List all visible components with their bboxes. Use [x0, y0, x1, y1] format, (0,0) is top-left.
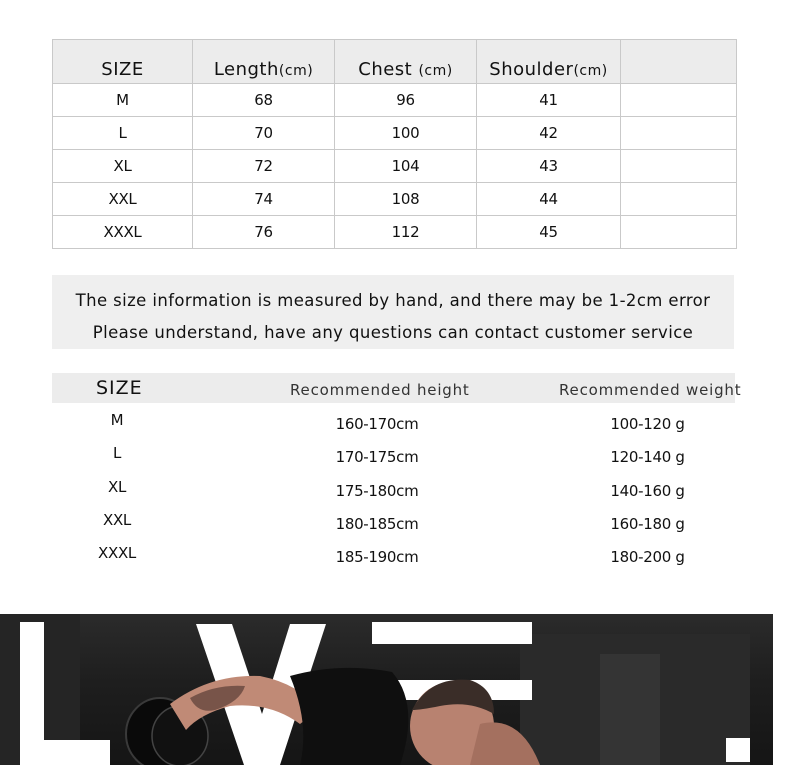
rec-header-height: Recommended height [290, 381, 470, 399]
shirt-shape [290, 668, 408, 765]
cell-shoulder: 44 [477, 183, 621, 216]
letter-e-bar-top [372, 622, 532, 644]
rec-weight: 140-160 g [610, 482, 685, 500]
cell-chest: 108 [335, 183, 477, 216]
cell-size: XL [53, 150, 193, 183]
cell-shoulder: 45 [477, 216, 621, 249]
recommendation-row [52, 511, 735, 541]
size-chart-header-row [53, 40, 737, 84]
rec-header-weight: Recommended weight [559, 381, 742, 399]
cell-blank [621, 150, 737, 183]
header-shoulder: Shoulder(cm) [477, 40, 621, 84]
banner-artwork [0, 614, 773, 765]
cell-chest: 96 [335, 84, 477, 117]
cell-size: XXXL [53, 216, 193, 249]
rec-weight: 180-200 g [610, 548, 685, 566]
cell-size: M [53, 84, 193, 117]
cell-blank [621, 183, 737, 216]
rec-size: XXXL [98, 544, 136, 562]
cell-length: 72 [193, 150, 335, 183]
cell-size: L [53, 117, 193, 150]
cell-shoulder: 42 [477, 117, 621, 150]
table-row [53, 150, 737, 183]
header-length: Length(cm) [193, 40, 335, 84]
recommendation-row [52, 544, 735, 574]
cell-shoulder: 41 [477, 84, 621, 117]
header-blank [621, 40, 737, 84]
cell-chest: 100 [335, 117, 477, 150]
banner-backdrop-shape [600, 654, 660, 765]
rec-height: 185-190cm [335, 548, 419, 566]
recommendation-row [52, 444, 735, 474]
measurement-notice [52, 275, 734, 349]
notice-line-1: The size information is measured by hand, and there may be 1-2cm error [75, 291, 711, 310]
recommendation-row [52, 411, 735, 441]
rec-weight: 160-180 g [610, 515, 685, 533]
cell-length: 74 [193, 183, 335, 216]
cell-chest: 112 [335, 216, 477, 249]
rec-weight: 120-140 g [610, 448, 685, 466]
cell-blank [621, 117, 737, 150]
cell-length: 70 [193, 117, 335, 150]
cell-blank [621, 84, 737, 117]
cell-size: XXL [53, 183, 193, 216]
rec-weight: 100-120 g [610, 415, 685, 433]
rec-height: 160-170cm [335, 415, 419, 433]
recommendation-header [52, 373, 742, 403]
rec-size: L [112, 444, 122, 462]
rec-height: 170-175cm [335, 448, 419, 466]
size-chart-table [52, 39, 737, 249]
notice-line-2: Please understand, have any questions can contact customer service [92, 323, 694, 342]
dot-shape [726, 738, 750, 762]
cell-blank [621, 216, 737, 249]
table-row [53, 216, 737, 249]
cell-shoulder: 43 [477, 150, 621, 183]
rec-size: XL [107, 478, 127, 496]
rec-height: 175-180cm [335, 482, 419, 500]
table-row [53, 117, 737, 150]
cell-length: 68 [193, 84, 335, 117]
table-row [53, 84, 737, 117]
table-row [53, 183, 737, 216]
recommendation-row [52, 478, 735, 508]
rec-height: 180-185cm [335, 515, 419, 533]
rec-size: M [110, 411, 124, 429]
header-size: SIZE [53, 40, 193, 84]
promo-banner-image [0, 614, 773, 765]
header-chest: Chest (cm) [335, 40, 477, 84]
rec-size: XXL [102, 511, 131, 529]
cell-length: 76 [193, 216, 335, 249]
rec-header-size: SIZE [96, 377, 143, 399]
cell-chest: 104 [335, 150, 477, 183]
